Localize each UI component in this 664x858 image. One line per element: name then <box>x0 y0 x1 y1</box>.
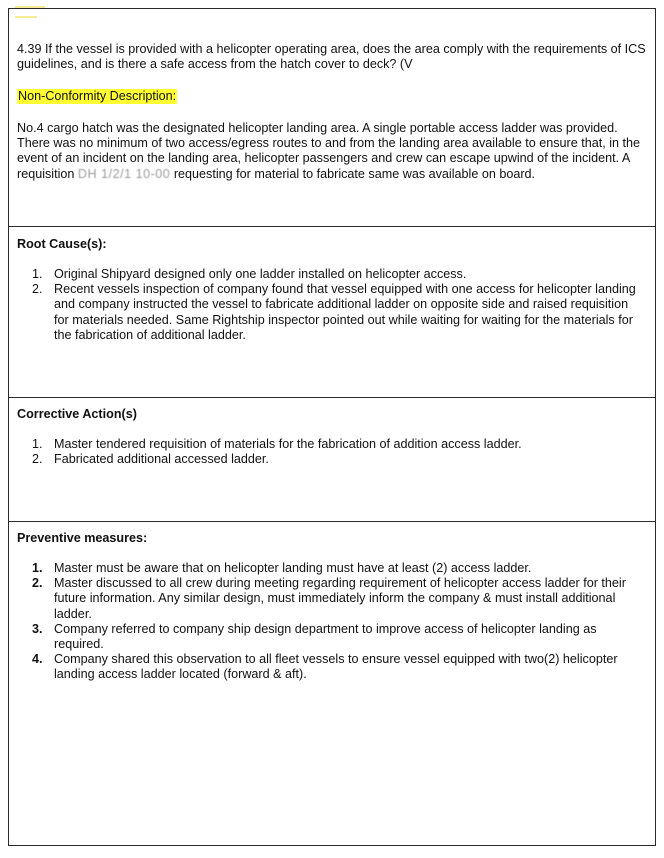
non-conformity-text-start: No.4 cargo hatch was the designated helicopter landing area. A single portable access ladder was provided. There was no minimum of two access/egress routes to and from the landing area available to ensure that, in the event of an incident on the landing area, helicopter passengers and crew can escape upwind of the incident. A requisition <box>17 121 641 181</box>
redacted-reference: DH 1/2/1 10-00 <box>77 166 171 181</box>
corrective-action-title: Corrective Action(s) <box>17 407 137 421</box>
list-number: 2. <box>32 576 43 591</box>
list-text: Company shared this observation to all fleet vessels to ensure vessel equipped with two(2) helicopter landing access ladder located (forward & aft). <box>54 652 618 682</box>
non-conformity-label: Non-Conformity Description: <box>18 89 177 103</box>
corrective-action-list <box>17 437 639 467</box>
root-cause-list <box>17 267 639 343</box>
root-cause-title: Root Cause(s): <box>17 237 107 251</box>
list-number: 3. <box>32 621 43 636</box>
non-conformity-section <box>9 9 655 227</box>
list-item <box>17 452 639 467</box>
preventive-measures-section <box>9 522 655 845</box>
list-text: Original Shipyard designed only one ladder installed on helicopter access. <box>54 267 467 281</box>
corrective-action-section <box>9 398 655 522</box>
list-item <box>17 437 639 452</box>
list-item <box>17 267 639 282</box>
list-text: Recent vessels inspection of company found that vessel equipped with one access for helicopter landing and company instructed the vessel to fabricate additional ladder on opposite side and raised requisition for materials needed. Same Rightship inspector pointed out while waiting for waiting for the materials for the fabrication of additional ladder. <box>54 282 636 342</box>
list-number: 2. <box>32 282 43 297</box>
list-text: Master discussed to all crew during meeting regarding requirement of helicopter access ladder for their future information. Any similar design, must immediately inform the company & must install additional ladder. <box>54 576 626 621</box>
list-number: 2. <box>32 452 43 467</box>
list-text: Master must be aware that on helicopter landing must have at least (2) access ladder. <box>54 561 532 575</box>
preventive-measures-title: Preventive measures: <box>17 531 148 545</box>
list-number: 4. <box>32 652 43 667</box>
list-item <box>17 652 639 682</box>
list-text: Fabricated additional accessed ladder. <box>54 452 269 467</box>
list-item <box>17 282 639 343</box>
preventive-measures-list <box>17 561 639 683</box>
report-form <box>8 8 656 846</box>
non-conformity-description <box>17 121 649 182</box>
list-item <box>17 622 639 652</box>
list-item <box>17 561 639 576</box>
non-conformity-text-end: requesting for material to fabricate same was available on board. <box>170 166 536 181</box>
list-number: 1. <box>32 561 43 575</box>
question-text: 4.39 If the vessel is provided with a helicopter operating area, does the area comply with the requirements of ICS guidelines, and is there a safe access from the hatch cover to deck? (V <box>17 42 646 72</box>
list-number: 1. <box>32 437 43 451</box>
list-item <box>17 576 639 622</box>
list-text: Company referred to company ship design department to improve access of helicopter landing as required. <box>54 621 597 652</box>
root-cause-section <box>9 227 655 398</box>
list-number: 1. <box>32 267 43 281</box>
list-text: Master tendered requisition of materials for the fabrication of addition access ladder. <box>54 437 522 451</box>
